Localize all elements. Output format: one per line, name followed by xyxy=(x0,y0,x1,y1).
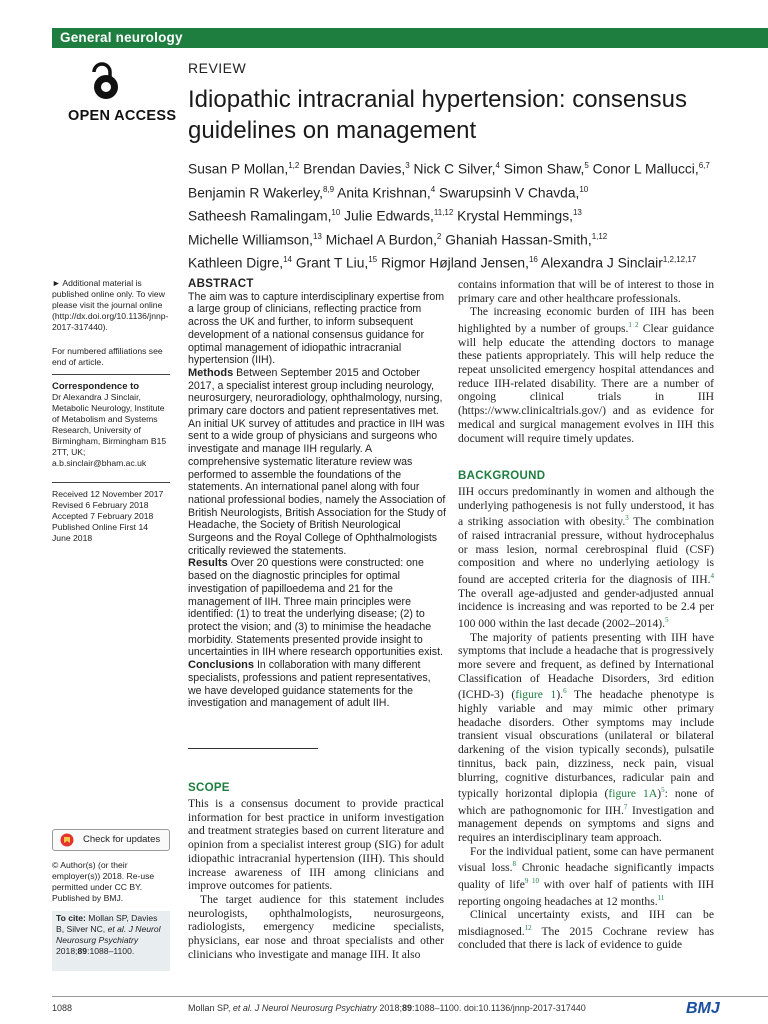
crossmark-icon xyxy=(59,833,75,852)
figure-1a-link[interactable]: figure 1A xyxy=(608,787,658,801)
footer-divider xyxy=(52,996,768,997)
copyright-note: © Author(s) (or their employer(s)) 2018. Re-use permitted under CC BY. Published by BMJ. xyxy=(52,860,155,903)
sidebar-divider xyxy=(52,482,170,483)
dates-block xyxy=(52,489,172,544)
check-for-updates-button[interactable] xyxy=(52,829,170,851)
author-line: Michelle Williamson,$^{13}$ Michael A Burdon,$^2$ Ghaniah Hassan-Smith,$^{1,12}$ xyxy=(188,231,608,248)
affiliations-note: For numbered affiliations see end of article. xyxy=(52,346,163,367)
intro-text xyxy=(458,278,714,445)
author-line: Kathleen Digre,$^{14}$ Grant T Liu,$^{15}$ Rigmor Højland Jensen,$^{16}$ Alexandra J Sinclair$^{1,2,12,17}$ xyxy=(188,255,697,271)
open-access-lock-icon xyxy=(94,64,118,99)
section-banner: General neurology xyxy=(52,28,768,48)
bmj-logo: BMJ xyxy=(686,1000,720,1017)
abstract-intro: The aim was to capture interdisciplinary expertise from a large group of clinicians, reflecting practice from across the UK and further, to inform subsequent development of a national consensus guidance for optimal management of idiopathic intracranial hypertension (IIH). xyxy=(188,290,445,367)
abstract-methods: Methods Between September 2015 and October 2017, a specialist interest group including neurology, neurosurgery, neuroradiology, ophthalmology, nursing, primary care doctors and patient representatives met. An initial UK survey of attitudes and practice in IIH was sent to a wide group of physicians and surgeons who investigate and manage IIH regularly. A comprehensive systematic literature review was performed to assemble the foundations of the statements. An international panel along with four national professional bodies, namely the Association of British Neurologists, British Association for the Study of Headache, the Society of British Neurological Surgeons and the Royal College of Ophthalmologists critically reviewed the statements. xyxy=(188,366,446,557)
author-line: Benjamin R Wakerley,$^{8,9}$ Anita Krishnan,$^4$ Swarupsinh V Chavda,$^{10}$ xyxy=(188,184,589,201)
published-date: Published Online First 14 June 2018 xyxy=(52,522,149,543)
revised-date: Revised 6 February 2018 xyxy=(52,500,149,510)
background-paragraph: IIH occurs predominantly in women and although the underlying pathogenesis is not fully understood, it has a striking association with obesity.$^3$ The combination of raised intracranial pressure, without hydrocephalus or mass lesion, normal cerebrospinal fluid (CSF) composition and where no underlying aetiology is found are accepted criteria for the diagnosis of IIH.$^4$ The overall age-adjusted and gender-adjusted annual incidence is increasing and was reported to be 2.4 per 100 000 within the last decade (2002–2014).$^5$ xyxy=(458,485,714,630)
abstract-conclusions: Conclusions In collaboration with many different specialists, professions and patient representatives, we have developed guidance statements for the investigation and management of adult IIH. xyxy=(188,659,431,710)
background-paragraph: Clinical uncertainty exists, and IIH can be misdiagnosed.$^{12}$ The 2015 Cochrane review has concluded that there is lack of evidence to guide xyxy=(458,908,714,952)
check-for-updates-label: Check for updates xyxy=(83,834,161,845)
cite-label: To cite: xyxy=(56,913,86,923)
article-type: REVIEW xyxy=(188,60,247,76)
figure-1-link[interactable]: figure 1 xyxy=(515,688,557,702)
correspondence-block xyxy=(52,381,172,469)
author-line: Susan P Mollan,$^{1,2}$ Brendan Davies,$^3$ Nick C Silver,$^4$ Simon Shaw,$^5$ Conor L Mallucci,$^{6,7}$ xyxy=(188,161,710,177)
abstract-divider xyxy=(188,748,318,749)
cite-box: To cite: Mollan SP, Davies B, Silver NC, et al. J Neurol Neurosurg Psychiatry 2018;89:1088–1100. xyxy=(52,911,170,971)
footer-citation: Mollan SP, et al. J Neurol Neurosurg Psychiatry 2018;89:1088–1100. doi:10.1136/jnnp-2017-317440 xyxy=(188,1003,586,1013)
correspondence-heading: Correspondence to xyxy=(52,381,140,392)
supplementary-note: ► Additional material is published online only. To view please visit the journal online (http://dx.doi.org/10.1136/jnnp-2017-317440). xyxy=(52,278,169,332)
correspondence-text: Dr Alexandra J Sinclair, Metabolic Neurology, Institute of Metabolism and Systems Research, University of Birmingham, Birmingham B15 2TT, UK; a.b.sinclair@bham.ac.uk xyxy=(52,392,167,468)
sidebar-divider xyxy=(52,374,170,375)
received-date: Received 12 November 2017 xyxy=(52,489,164,499)
author-line: Satheesh Ramalingam,$^{10}$ Julie Edwards,$^{11,12}$ Krystal Hemmings,$^{13}$ xyxy=(188,208,582,224)
background-paragraph: The majority of patients presenting with IIH have symptoms that include a headache that is progressively more severe and frequent, as defined by International Classification of Headache Disorders, 3rd edition (ICHD-3) (figure 1).$^6$ The headache phenotype is highly variable and may mimic other primary headache disorders. Other symptoms may include transient visual obscurations (unilateral or bilateral darkening of the vision typically seconds), pulsatile tinnitus, back pain, dizziness, neck pain, visual blurring, cognitive disturbances, radicular pain and typically horizontal diplopia (figure 1A)$^5$: none of which are pathognomonic for IIH.$^7$ Investigation and management depends on symptoms and signs and requires an interdisciplinary team approach. xyxy=(458,630,714,845)
scope-paragraph: This is a consensus document to provide practical information for best practice in uniform investigation and treatment strategies based on current literature and opinion from a specialist interest group (SIG) for adult idiopathic intracranial hypertension (IIH). This should increase awareness of IIH among clinicians and improve outcomes for patients. xyxy=(188,797,444,893)
intro-paragraph: The increasing economic burden of IIH has been highlighted by a number of groups.$^{1 2}$ Clear guidance will help educate the attending doctors to manage these patients appropriately. This will help reduce the repeat unsolicited emergency hospital attendances and reduce IIH-related disability. There are a number of ongoing clinical trials in IIH (https://www.clinicaltrials.gov/) and as evidence for medical and surgical management evolves in IIH this document will require timely updates. xyxy=(458,305,715,445)
scope-text xyxy=(188,797,444,961)
background-heading: BACKGROUND xyxy=(458,470,546,482)
article-title: Idiopathic intracranial hypertension: consensus guidelines on management xyxy=(188,86,687,144)
scope-heading: SCOPE xyxy=(188,782,230,794)
intro-paragraph: contains information that will be of interest to those in primary care and other healthcare professionals. xyxy=(458,278,714,305)
accepted-date: Accepted 7 February 2018 xyxy=(52,511,154,521)
open-access-logo xyxy=(64,58,164,111)
abstract xyxy=(188,278,446,710)
scope-paragraph: The target audience for this statement includes neurologists, ophthalmologists, neurosurgeons, radiologists, emergency medicine specialists, physicians, ear nose and throat specialists and other clinicians who investigate and manage IIH. It also xyxy=(188,892,444,961)
page-number: 1088 xyxy=(52,1003,73,1013)
background-text xyxy=(458,485,714,952)
background-paragraph: For the individual patient, some can have permanent visual loss.$^8$ Chronic headache significantly impacts quality of life$^{9 10}$ with over half of patients with IIH reporting ongoing headaches at 12 months.$^{11}$ xyxy=(458,844,715,908)
author-list xyxy=(188,156,748,274)
abstract-heading: ABSTRACT xyxy=(188,278,254,290)
abstract-results: Results Over 20 questions were constructed: one based on the diagnostic principles for optimal investigation of papilloedema and 21 for the management of IIH. Three main principles were identified: (1) to treat the underlying disease; (2) to protect the vision; and (3) to minimise the headache morbidity. Statements presented provide insight to uncertainties in IIH where research opportunities exist. xyxy=(188,557,443,659)
open-access-label: OPEN ACCESS xyxy=(68,108,177,124)
